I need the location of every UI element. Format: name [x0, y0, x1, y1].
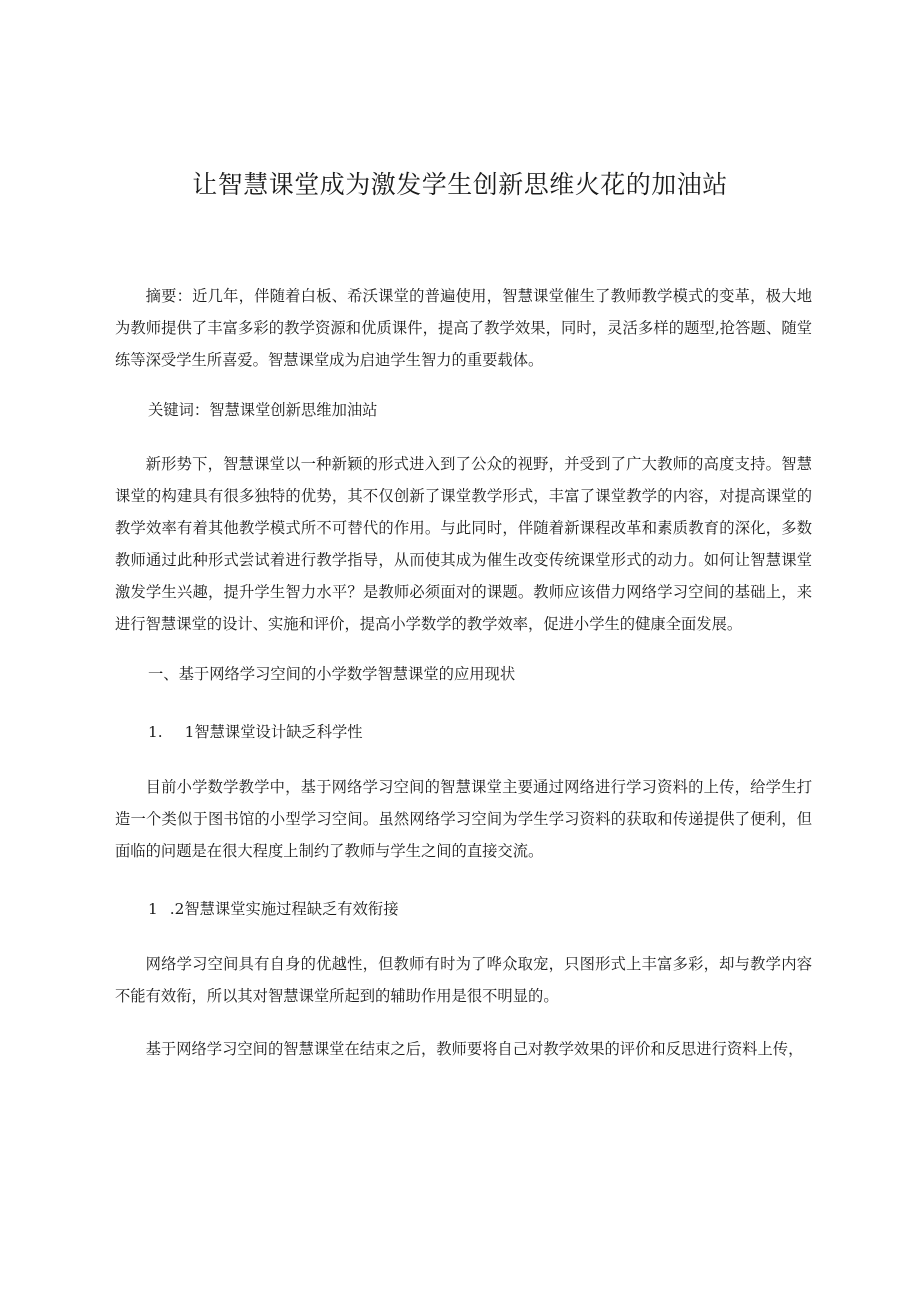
intro-paragraph: 新形势下，智慧课堂以一种新颖的形式进入到了公众的视野，并受到了广大教师的高度支持。智慧课堂的构建具有很多独特的优势，其不仅创新了课堂教学形式，丰富了课堂教学的内容，对提高课堂的教学效率有着其他教学模式所不可替代的作用。与此同时，伴随着新课程改革和素质教育的深化，多数教师通过此种形式尝试着进行教学指导，从而使其成为催生改变传统课堂形式的动力。如何让智慧课堂激发学生兴趣，提升学生智力水平？是教师必须面对的课题。教师应该借力网络学习空间的基础上，来进行智慧课堂的设计、实施和评价，提高小学数学的教学效率，促进小学生的健康全面发展。 [115, 455, 812, 633]
document-title: 让智慧课堂成为激发学生创新思维火花的加油站 [192, 170, 728, 199]
subsection-number: 1 [148, 900, 158, 918]
subsection-number: 1. [148, 723, 163, 741]
subsection-title: .2智慧课堂实施过程缺乏有效衔接 [169, 900, 399, 918]
subsection-1-2-body: 网络学习空间具有自身的优越性，但教师有时为了哗众取宠，只图形式上丰富多彩，却与教学内容不能有效衔，所以其对智慧课堂所起到的辅助作用是很不明显的。 [115, 955, 812, 1005]
subsection-heading-1-1 [148, 716, 363, 748]
abstract-paragraph: 摘要：近几年，伴随着白板、希沃课堂的普遍使用，智慧课堂催生了教师教学模式的变革，极大地为教师提供了丰富多彩的教学资源和优质课件，提高了教学效果，同时，灵活多样的题型,抢答题、随堂练等深受学生所喜爱。智慧课堂成为启迪学生智力的重要载体。 [115, 287, 812, 369]
subsection-heading-1-2 [148, 893, 399, 925]
subsection-1-1-body: 目前小学数学教学中，基于网络学习空间的智慧课堂主要通过网络进行学习资料的上传，给学生打造一个类似于图书馆的小型学习空间。虽然网络学习空间为学生学习资料的获取和传递提供了便利，但面临的问题是在很大程度上制约了教师与学生之间的直接交流。 [115, 778, 812, 860]
keywords-line: 关键词：智慧课堂创新思维加油站 [148, 401, 378, 419]
closing-paragraph: 基于网络学习空间的智慧课堂在结束之后，教师要将自己对教学效果的评价和反思进行资料上传， [145, 1040, 804, 1058]
subsection-title: 1智慧课堂设计缺乏科学性 [184, 723, 363, 741]
section-heading-1: 一、基于网络学习空间的小学数学智慧课堂的应用现状 [148, 665, 516, 683]
